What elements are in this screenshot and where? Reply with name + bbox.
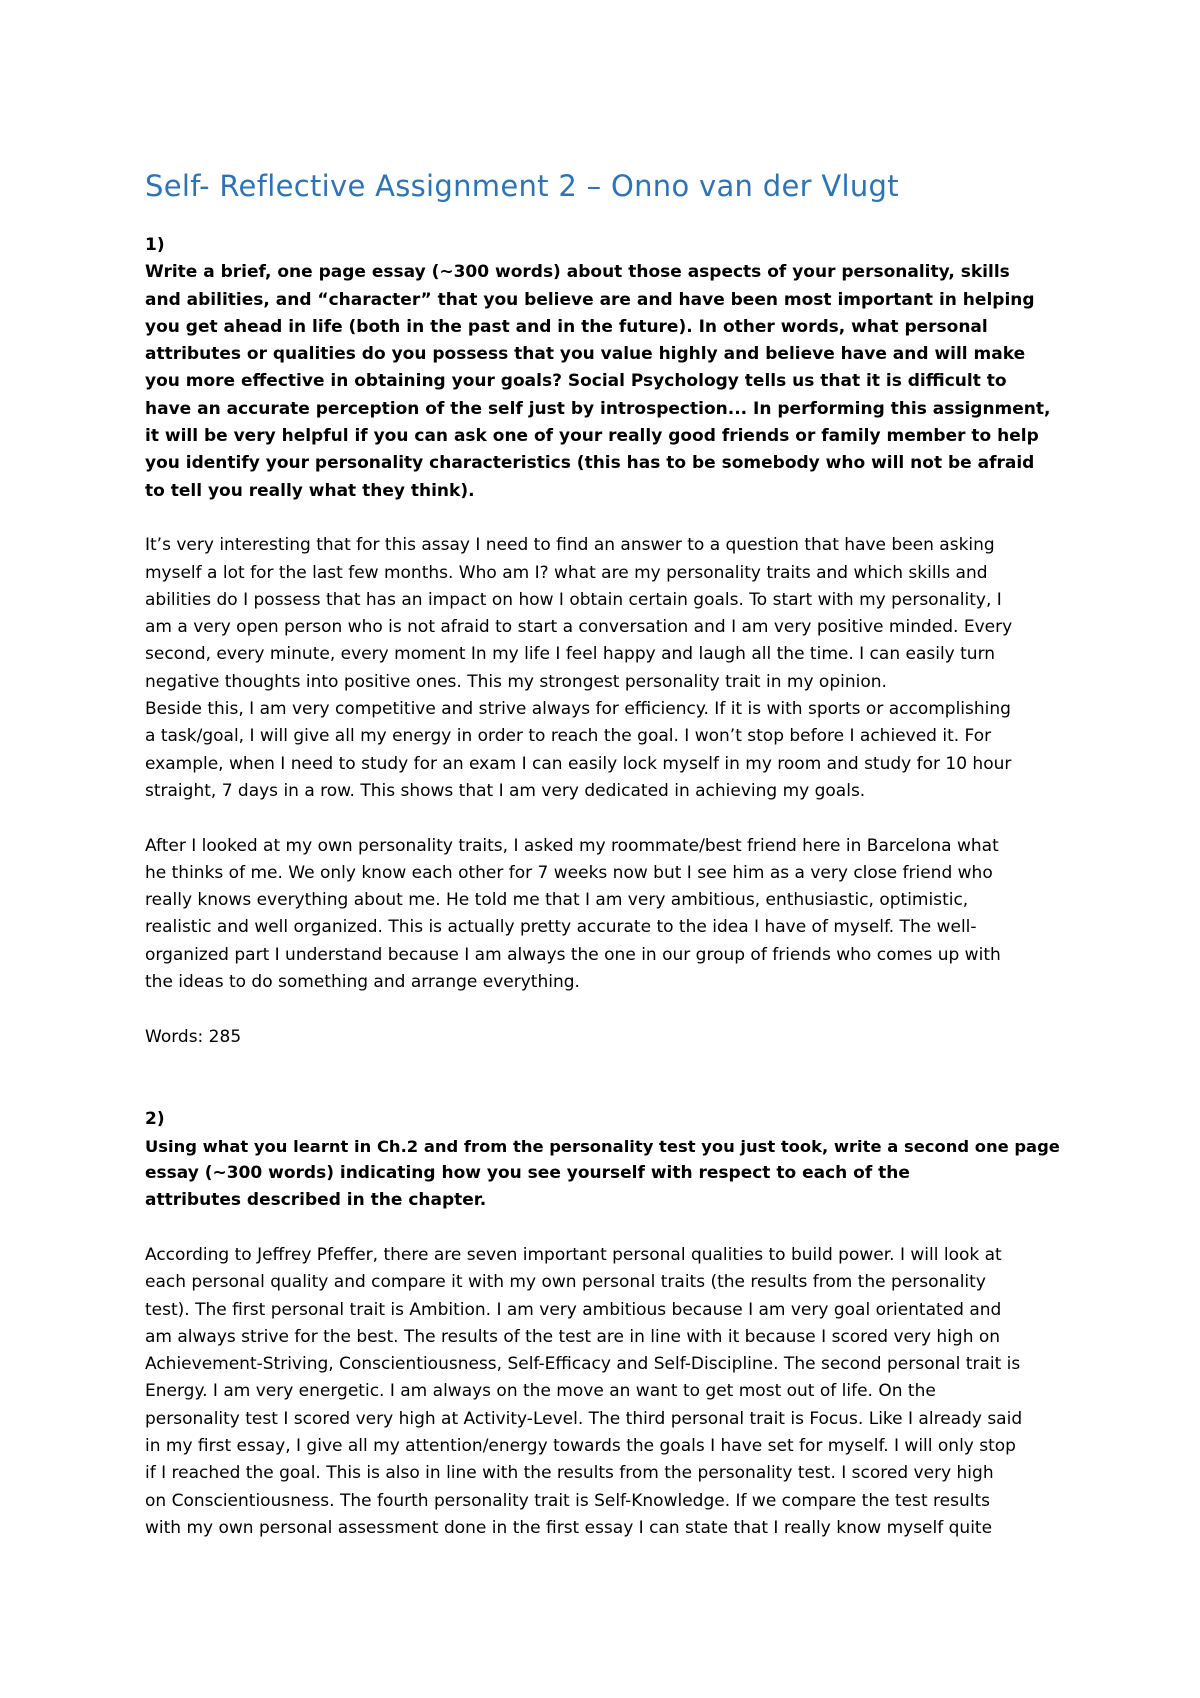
prompt-line: essay (~300 words) indicating how you see yourself with respect to each of the — [145, 1163, 910, 1184]
text-line: if I reached the goal. This is also in line with the results from the personality test. I scored very high — [145, 1463, 994, 1484]
text-line: organized part I understand because I am always the one in our group of friends who comes up with — [145, 944, 1001, 965]
section-number: 2) — [145, 1108, 165, 1129]
prompt-line: Using what you learnt in Ch.2 and from the personality test you just took, write a second one page — [145, 1136, 1060, 1156]
text-line: According to Jeffrey Pfeffer, there are seven important personal qualities to build power. I will look at — [145, 1244, 1002, 1265]
prompt-line: attributes or qualities do you possess that you value highly and believe have and will make — [145, 344, 1026, 365]
text-line: straight, 7 days in a row. This shows that I am very dedicated in achieving my goals. — [145, 780, 866, 801]
text-line: It’s very interesting that for this assay I need to find an answer to a question that have been asking — [145, 535, 995, 556]
text-line: test). The first personal trait is Ambition. I am very ambitious because I am very goal orientated and — [145, 1299, 1002, 1320]
section1-paragraph-1 — [145, 532, 1065, 805]
text-line: realistic and well organized. This is actually pretty accurate to the idea I have of myself. The well- — [145, 917, 977, 938]
text-line: Beside this, I am very competitive and strive always for efficiency. If it is with sports or accomplishing — [145, 699, 1011, 720]
text-line: After I looked at my own personality traits, I asked my roommate/best friend here in Barcelona what — [145, 835, 999, 856]
text-line: each personal quality and compare it with my own personal traits (the results from the personality — [145, 1272, 986, 1293]
section1-paragraph-2 — [145, 833, 1065, 997]
text-line: in my first essay, I give all my attention/energy towards the goals I have set for myself. I will only stop — [145, 1436, 1016, 1457]
text-line: with my own personal assessment done in the first essay I can state that I really know myself quite — [145, 1517, 993, 1538]
prompt-line: you more effective in obtaining your goals? Social Psychology tells us that it is difficult to — [145, 371, 1007, 392]
text-line: myself a lot for the last few months. Who am I? what are my personality traits and which skills and — [145, 562, 988, 583]
section1-prompt — [145, 259, 1065, 505]
text-line: am a very open person who is not afraid to start a conversation and I am very positive minded. Every — [145, 617, 1013, 638]
prompt-line: and abilities, and “character” that you believe are and have been most important in helping — [145, 289, 1035, 310]
prompt-line: to tell you really what they think). — [145, 480, 475, 501]
text-line: example, when I need to study for an exam I can easily lock myself in my room and study for 10 hour — [145, 753, 1012, 774]
text-line: Energy. I am very energetic. I am always on the move an want to get most out of life. On the — [145, 1381, 936, 1402]
text-line: a task/goal, I will give all my energy in order to reach the goal. I won’t stop before I achieved it. For — [145, 726, 992, 747]
document-body — [145, 166, 1065, 1542]
section2-paragraph-1 — [145, 1242, 1065, 1542]
text-line: second, every minute, every moment In my life I feel happy and laugh all the time. I can easily turn — [145, 644, 996, 665]
text-line: the ideas to do something and arrange everything. — [145, 972, 580, 993]
prompt-line: attributes described in the chapter. — [145, 1190, 487, 1211]
prompt-line: you get ahead in life (both in the past and in the future). In other words, what personal — [145, 316, 988, 337]
word-count: Words: 285 — [145, 1026, 242, 1047]
text-line: negative thoughts into positive ones. This my strongest personality trait in my opinion. — [145, 671, 887, 692]
text-line: personality test I scored very high at Activity-Level. The third personal trait is Focus. Like I already said — [145, 1408, 1023, 1429]
section-number: 1) — [145, 235, 165, 255]
document-title: Self- Reflective Assignment 2 – Onno van der Vlugt — [145, 169, 899, 203]
prompt-line: Write a brief, one page essay (~300 words) about those aspects of your personality, skills — [145, 262, 1010, 283]
prompt-line: it will be very helpful if you can ask one of your really good friends or family member to help — [145, 426, 1039, 447]
text-line: on Conscientiousness. The fourth personality trait is Self-Knowledge. If we compare the test results — [145, 1490, 990, 1511]
text-line: Achievement-Striving, Conscientiousness, Self-Efficacy and Self-Discipline. The second personal trait is — [145, 1354, 1021, 1375]
prompt-line: have an accurate perception of the self just by introspection... In performing this assignment, — [145, 398, 1051, 419]
text-line: am always strive for the best. The results of the test are in line with it because I scored very high on — [145, 1326, 1001, 1347]
text-line: really knows everything about me. He told me that I am very ambitious, enthusiastic, optimistic, — [145, 890, 969, 911]
prompt-line: you identify your personality characteristics (this has to be somebody who will not be afraid — [145, 453, 1035, 474]
text-line: he thinks of me. We only know each other for 7 weeks now but I see him as a very close friend who — [145, 862, 993, 883]
section2-prompt — [145, 1133, 1065, 1215]
text-line: abilities do I possess that has an impact on how I obtain certain goals. To start with my personality, I — [145, 589, 1002, 610]
